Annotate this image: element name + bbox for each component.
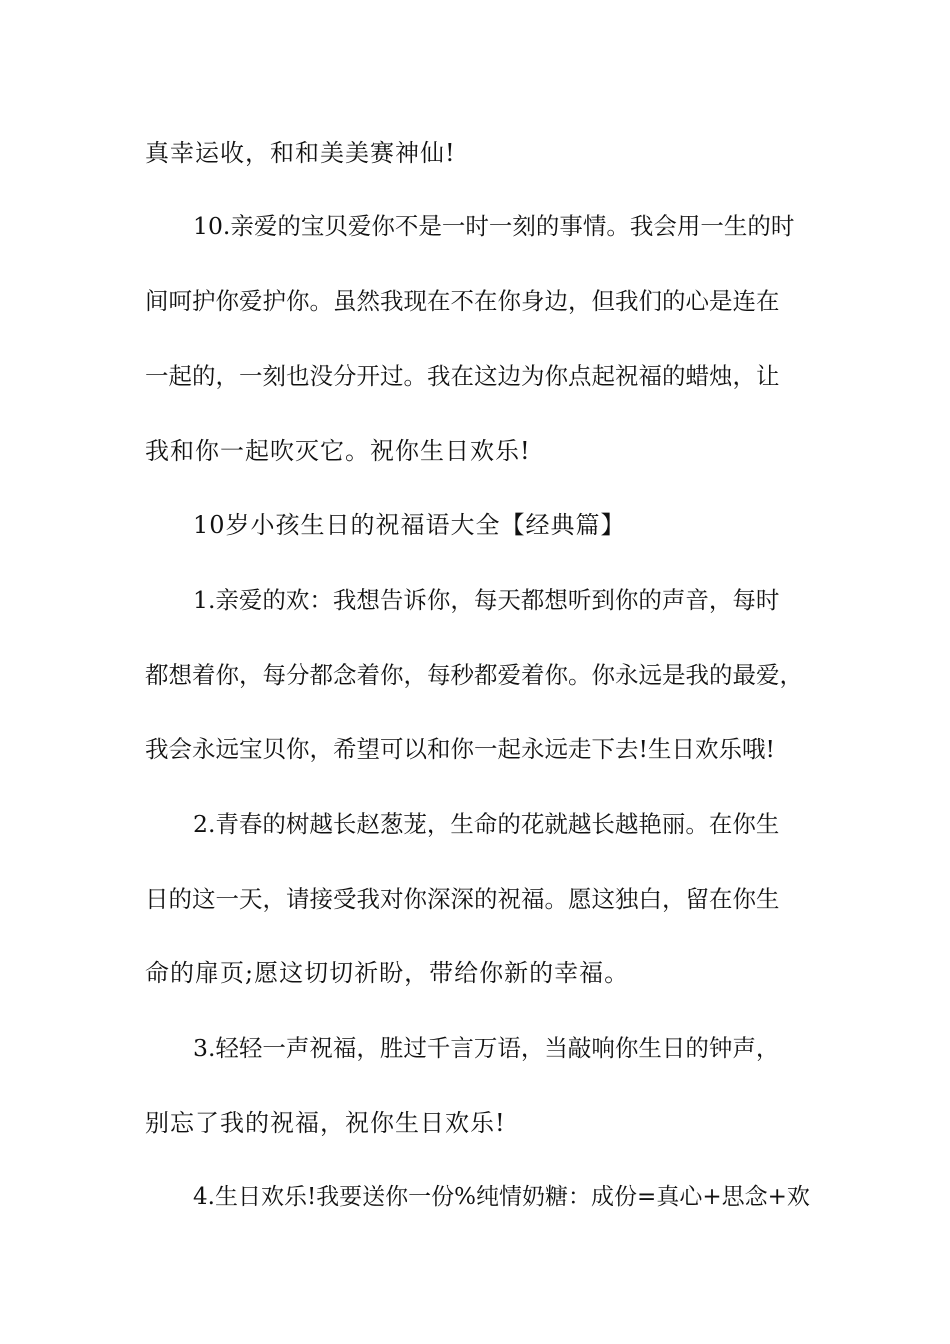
- text-line: 10.亲爱的宝贝爱你不是一时一刻的事情。我会用一生的时: [193, 212, 795, 240]
- text-line: 别忘了我的祝福，祝你生日欢乐!: [145, 1109, 506, 1137]
- text-line: 我和你一起吹灭它。祝你生日欢乐!: [145, 437, 531, 465]
- text-line: 间呵护你爱护你。虽然我现在不在你身边，但我们的心是连在: [145, 287, 780, 315]
- text-line: 真幸运收，和和美美赛神仙!: [145, 139, 456, 167]
- text-line: 2.青春的树越长赵葱茏，生命的花就越长越艳丽。在你生: [193, 810, 780, 838]
- text-line: 4.生日欢乐!我要送你一份%纯情奶糖：成份=真心+思念+欢: [193, 1184, 810, 1210]
- text-line: 命的扉页;愿这切切祈盼，带给你新的幸福。: [145, 959, 630, 987]
- text-line: 日的这一天，请接受我对你深深的祝福。愿这独白，留在你生: [145, 885, 780, 913]
- section-heading: 10岁小孩生日的祝福语大全【经典篇】: [193, 511, 626, 539]
- text-line: 1.亲爱的欢：我想告诉你，每天都想听到你的声音，每时: [193, 586, 780, 614]
- text-line: 都想着你，每分都念着你，每秒都爱着你。你永远是我的最爱，: [145, 661, 803, 689]
- text-line: 一起的，一刻也没分开过。我在这边为你点起祝福的蜡烛，让: [145, 362, 780, 390]
- text-line: 3.轻轻一声祝福，胜过千言万语，当敲响你生日的钟声，: [193, 1034, 780, 1062]
- text-line: 我会永远宝贝你，希望可以和你一起永远走下去!生日欢乐哦!: [145, 735, 775, 763]
